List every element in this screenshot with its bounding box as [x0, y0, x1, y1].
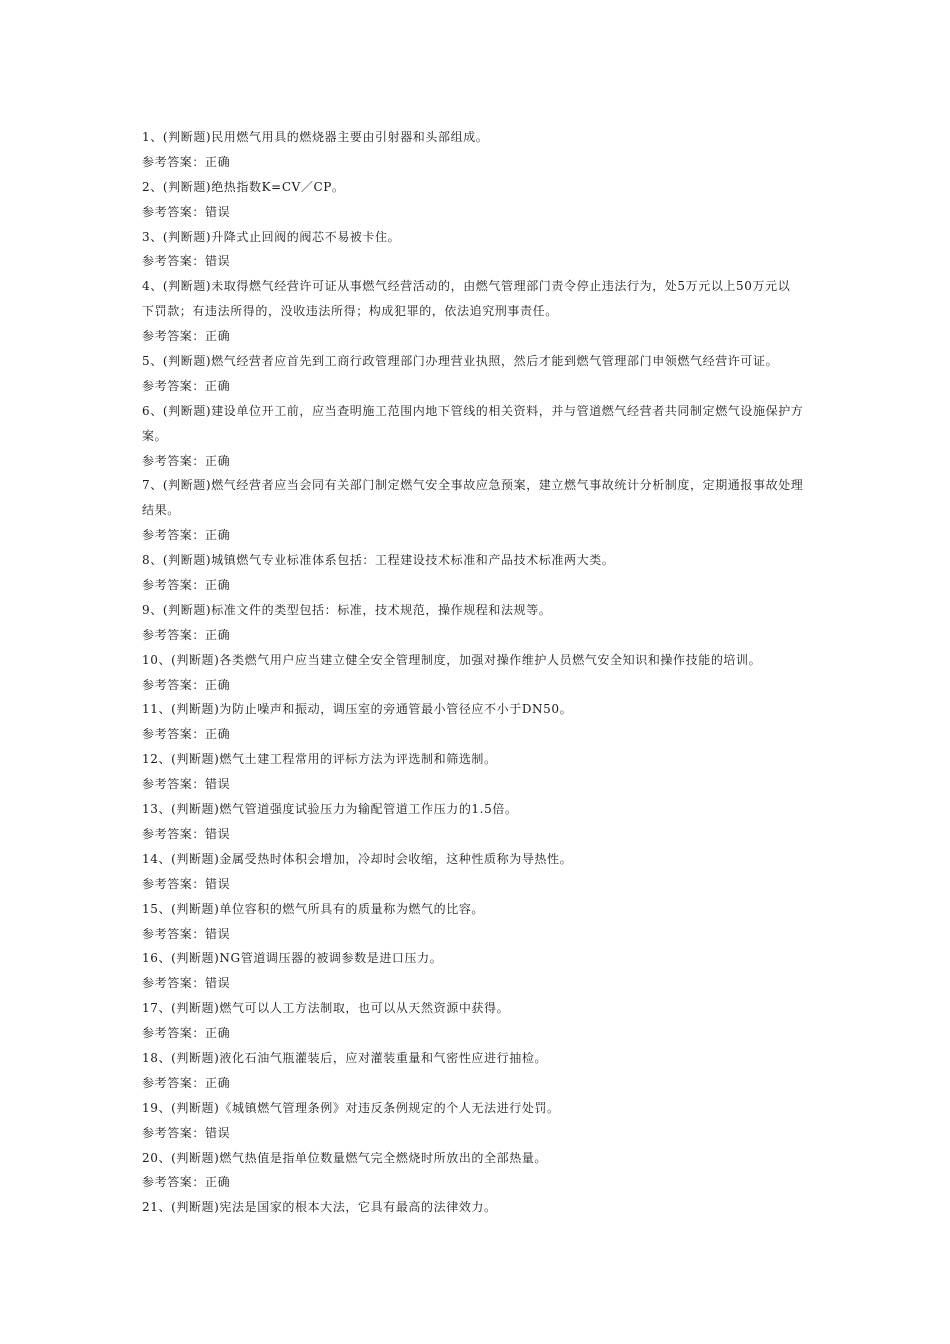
question-8: 8、(判断题)城镇燃气专业标准体系包括：工程建设技术标准和产品技术标准两大类。	[142, 553, 615, 568]
answer-12: 参考答案：错误	[142, 777, 231, 792]
answer-8: 参考答案：正确	[142, 578, 231, 593]
question-20: 20、(判断题)燃气热值是指单位数量燃气完全燃烧时所放出的全部热量。	[142, 1150, 548, 1165]
question-17: 17、(判断题)燃气可以人工方法制取，也可以从天然资源中获得。	[142, 1001, 510, 1016]
answer-15: 参考答案：错误	[142, 926, 231, 941]
question-3: 3、(判断题)升降式止回阀的阀芯不易被卡住。	[142, 229, 401, 244]
answer-11: 参考答案：正确	[142, 727, 231, 742]
question-13: 13、(判断题)燃气管道强度试验压力为输配管道工作压力的1.5倍。	[142, 802, 518, 817]
answer-4: 参考答案：正确	[142, 329, 231, 344]
answer-14: 参考答案：错误	[142, 876, 231, 891]
answer-16: 参考答案：错误	[142, 976, 231, 991]
question-2: 2、(判断题)绝热指数K=CV／CP。	[142, 179, 345, 194]
answer-1: 参考答案：正确	[142, 154, 231, 169]
answer-3: 参考答案：错误	[142, 254, 231, 269]
question-1: 1、(判断题)民用燃气用具的燃烧器主要由引射器和头部组成。	[142, 130, 489, 144]
answer-7: 参考答案：正确	[142, 528, 231, 543]
question-4: 4、(判断题)未取得燃气经营许可证从事燃气经营活动的，由燃气管理部门责令停止违法行为，处5万元以上50万元以	[142, 279, 791, 294]
answer-9: 参考答案：正确	[142, 627, 231, 642]
question-6: 6、(判断题)建设单位开工前，应当查明施工范围内地下管线的相关资料，并与管道燃气经营者共同制定燃气设施保护方	[142, 403, 804, 418]
answer-17: 参考答案：正确	[142, 1026, 231, 1041]
answer-19: 参考答案：错误	[142, 1125, 231, 1140]
question-12: 12、(判断题)燃气土建工程常用的评标方法为评选制和筛选制。	[142, 752, 497, 767]
question-6-continued: 案。	[142, 428, 168, 443]
question-19: 19、(判断题)《城镇燃气管理条例》对违反条例规定的个人无法进行处罚。	[142, 1100, 560, 1115]
question-4-continued: 下罚款；有违法所得的，没收违法所得；构成犯罪的，依法追究刑事责任。	[142, 304, 558, 319]
question-11: 11、(判断题)为防止噪声和振动，调压室的旁通管最小管径应不小于DN50。	[142, 702, 573, 717]
question-15: 15、(判断题)单位容积的燃气所具有的质量称为燃气的比容。	[142, 901, 485, 916]
question-14: 14、(判断题)金属受热时体积会增加，冷却时会收缩，这种性质称为导热性。	[142, 851, 573, 866]
question-7: 7、(判断题)燃气经营者应当会同有关部门制定燃气安全事故应急预案，建立燃气事故统计分析制度，定期通报事故处理	[142, 478, 804, 493]
answer-20: 参考答案：正确	[142, 1175, 231, 1190]
question-18: 18、(判断题)液化石油气瓶灌装后，应对灌装重量和气密性应进行抽检。	[142, 1050, 548, 1065]
document-body	[142, 125, 812, 1220]
question-9: 9、(判断题)标准文件的类型包括：标准，技术规范，操作规程和法规等。	[142, 602, 552, 617]
answer-13: 参考答案：错误	[142, 826, 231, 841]
question-10: 10、(判断题)各类燃气用户应当建立健全安全管理制度，加强对操作维护人员燃气安全知识和操作技能的培训。	[142, 652, 762, 667]
answer-18: 参考答案：正确	[142, 1075, 231, 1090]
answer-2: 参考答案：错误	[142, 204, 231, 219]
question-7-continued: 结果。	[142, 503, 180, 518]
question-5: 5、(判断题)燃气经营者应首先到工商行政管理部门办理营业执照，然后才能到燃气管理部门申领燃气经营许可证。	[142, 354, 779, 369]
answer-10: 参考答案：正确	[142, 677, 231, 692]
question-21: 21、(判断题)宪法是国家的根本大法，它具有最高的法律效力。	[142, 1200, 497, 1215]
question-16: 16、(判断题)NG管道调压器的被调参数是进口压力。	[142, 951, 443, 966]
answer-6: 参考答案：正确	[142, 453, 231, 468]
answer-5: 参考答案：正确	[142, 378, 231, 393]
